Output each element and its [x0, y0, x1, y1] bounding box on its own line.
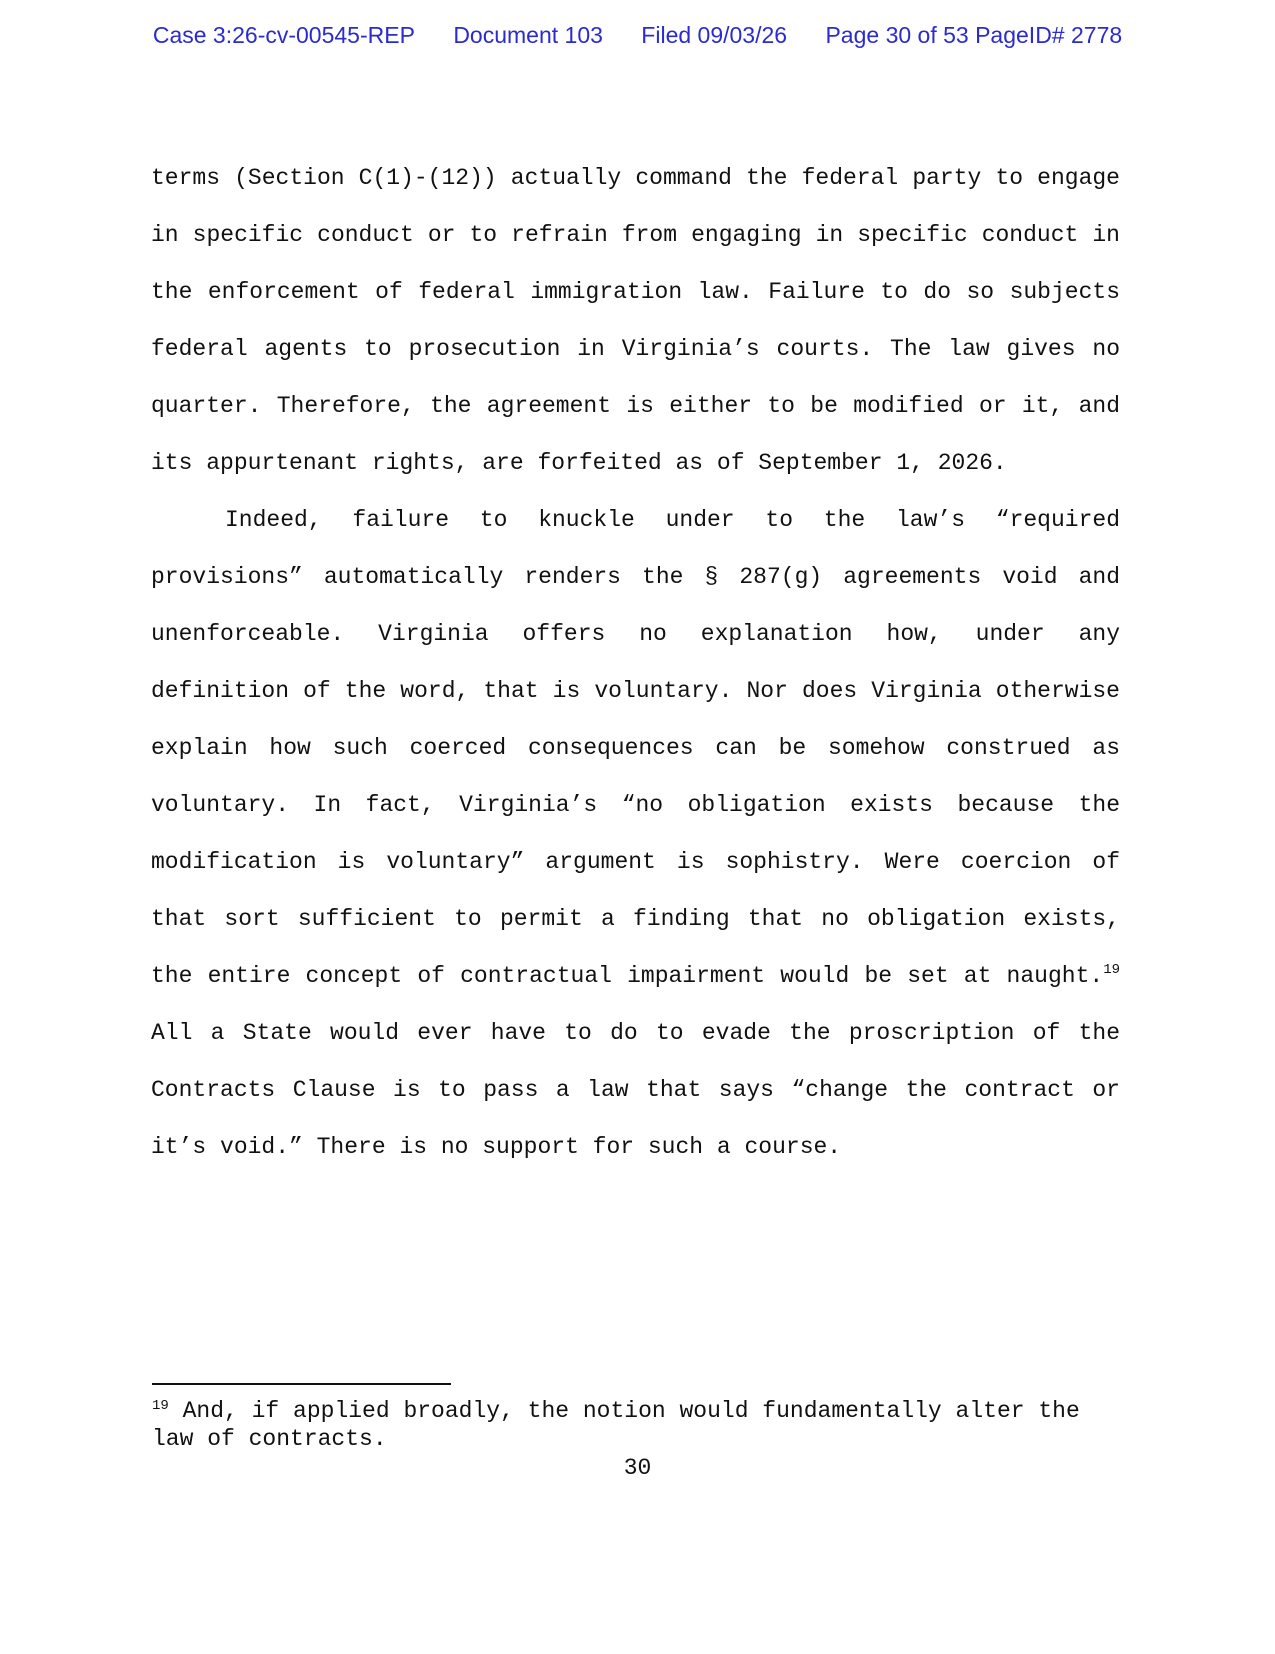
body-text: [151, 150, 1120, 1176]
footnote-text: And, if applied broadly, the notion would fundamentally alter the law of contracts.: [152, 1398, 1080, 1452]
filed-date: Filed 09/03/26: [641, 22, 788, 48]
page-number: 30: [623, 1455, 652, 1481]
footnote-reference: 19: [1103, 962, 1120, 978]
document-header: [0, 22, 1275, 49]
document-number: Document 103: [453, 22, 603, 48]
footnote-divider: [152, 1383, 451, 1385]
paragraph-2: [151, 492, 1120, 1176]
case-number: Case 3:26-cv-00545-REP: [152, 22, 415, 48]
paragraph-1: terms (Section C(1)-(12)) actually command the federal party to engage in specific conduct or to refrain from engaging in specific conduct in the enforcement of federal immigration law. Failure to do so subjects federal agents to prosecution in Virginia’s courts. The law gives no quarter. Therefore, the agreement is either to be modified or it, and its appurtenant rights, are forfeited as of September 1, 2026.: [151, 165, 1120, 476]
page-id: Page 30 of 53 PageID# 2778: [825, 22, 1123, 48]
footnote: [152, 1397, 1112, 1453]
footnote-number: 19: [152, 1398, 169, 1414]
paragraph-2-text-a: Indeed, failure to knuckle under to the law’s “required provisions” automatically renders the § 287(g) agreements void and unenforceable. Virginia offers no explanation how, under any definition of the word, that is voluntary. Nor does Virginia otherwise explain how such coerced consequences can be somehow construed as voluntary. In fact, Virginia’s “no obligation exists because the modification is voluntary” argument is sophistry. Were coercion of that sort sufficient to permit a finding that no obligation exists, the entire concept of contractual impairment would be set at naught.: [151, 507, 1120, 989]
paragraph-2-text-b: All a State would ever have to do to evade the proscription of the Contracts Clause is to pass a law that says “change the contract or it’s void.” There is no support for such a course.: [151, 1020, 1120, 1160]
